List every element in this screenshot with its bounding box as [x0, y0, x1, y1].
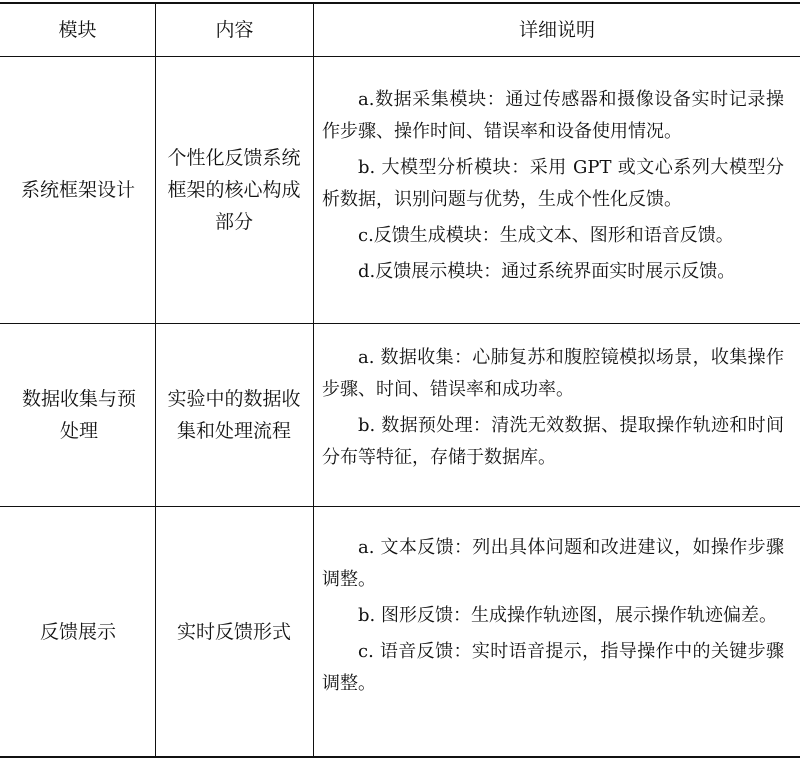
table-row-module: 数据收集与预处理 [21, 388, 136, 442]
table-row-content: 实验中的数据收集和处理流程 [167, 388, 301, 442]
detail-item: b. 数据预处理：清洗无效数据、提取操作轨迹和时间分布等特征，存储于数据库。 [322, 415, 784, 468]
detail-item: a.数据采集模块：通过传感器和摄像设备实时记录操作步骤、操作时间、错误率和设备使用情况。 [322, 89, 784, 142]
detail-item: a. 文本反馈：列出具体问题和改进建议，如操作步骤调整。 [322, 537, 784, 590]
table-row-module: 系统框架设计 [20, 179, 135, 201]
table-row-detail [322, 84, 784, 288]
detail-item: c.反馈生成模块：生成文本、图形和语音反馈。 [358, 225, 734, 246]
detail-item: a. 数据收集：心肺复苏和腹腔镜模拟场景，收集操作步骤、时间、错误率和成功率。 [322, 347, 784, 400]
column-divider [313, 2, 314, 758]
detail-item: c. 语音反馈：实时语音提示，指导操作中的关键步骤调整。 [322, 641, 784, 694]
header-content: 内容 [215, 19, 254, 41]
table-row-content: 实时反馈形式 [176, 620, 291, 643]
table-row-detail [322, 342, 784, 474]
table-row-content: 个性化反馈系统框架的核心构成部分 [167, 147, 301, 233]
column-divider [155, 2, 156, 758]
header-detail: 详细说明 [518, 19, 595, 41]
header-module: 模块 [58, 19, 97, 41]
detail-item: d.反馈展示模块：通过系统界面实时展示反馈。 [358, 261, 736, 282]
table-bottom-rule [0, 756, 800, 758]
detail-item: b. 图形反馈：生成操作轨迹图，展示操作轨迹偏差。 [358, 605, 777, 626]
table-row-detail [322, 532, 784, 700]
detail-item: b. 大模型分析模块：采用 GPT 或文心系列大模型分析数据，识别问题与优势，生成个性化反馈。 [322, 157, 784, 210]
table-row-module: 反馈展示 [39, 620, 116, 643]
